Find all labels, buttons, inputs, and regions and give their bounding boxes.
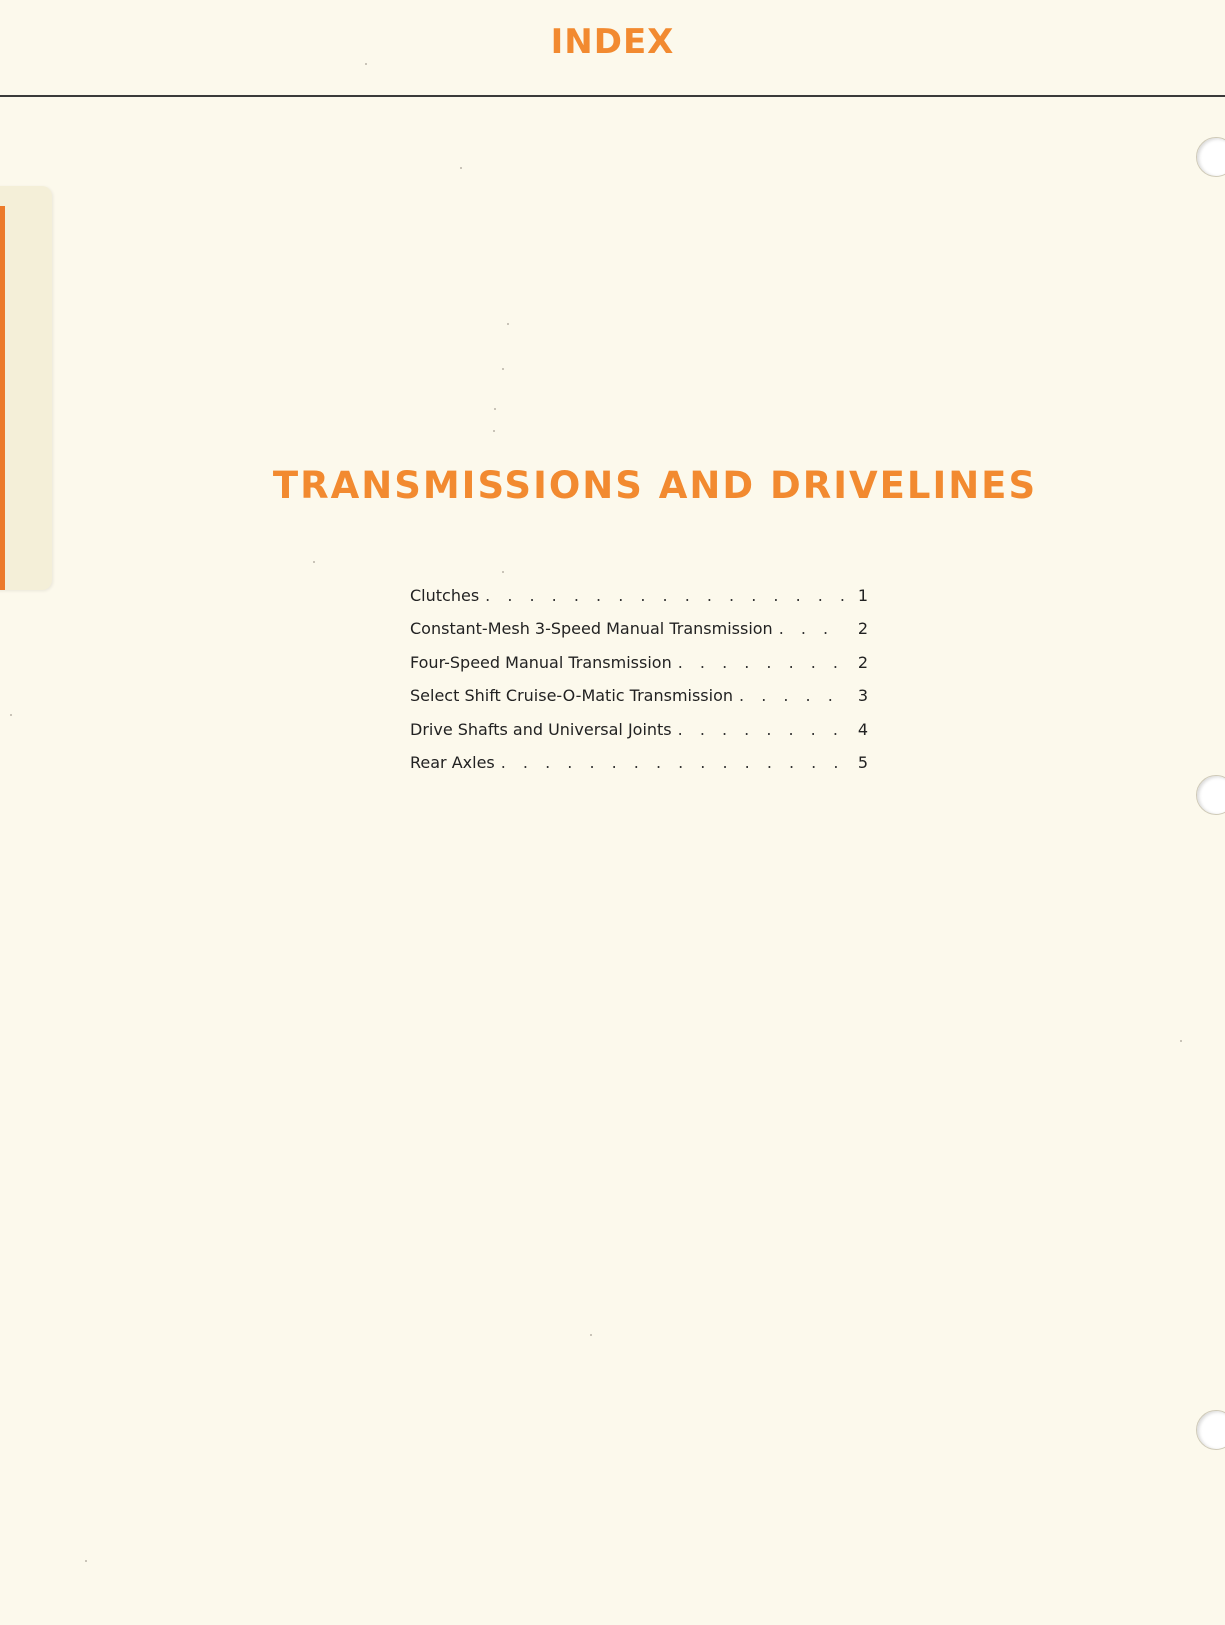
paper-speck [365, 63, 367, 65]
section-title: TRANSMISSIONS AND DRIVELINES [272, 464, 1038, 507]
paper-speck [502, 571, 504, 573]
punch-hole-top [1196, 137, 1225, 177]
table-of-contents [410, 586, 868, 786]
toc-entry-page-number: 3 [857, 686, 868, 706]
paper-speck [460, 167, 462, 169]
toc-dot-leader [678, 720, 844, 739]
paper-speck [313, 561, 315, 563]
toc-entry-page-number: 4 [857, 719, 868, 739]
paper-speck [494, 408, 496, 410]
toc-entry-four-speed-transmission[interactable] [410, 653, 868, 686]
toc-dot-leader [739, 686, 844, 705]
toc-entry-rear-axles[interactable] [410, 753, 868, 786]
toc-entry-clutches[interactable] [410, 586, 868, 619]
punch-hole-middle [1196, 775, 1225, 815]
index-tab [0, 186, 52, 590]
toc-entry-label: Clutches [410, 586, 480, 605]
toc-entry-drive-shafts[interactable] [410, 720, 868, 753]
toc-entry-page-number: 2 [857, 619, 868, 639]
toc-entry-constant-mesh-transmission[interactable] [410, 619, 868, 652]
toc-entry-label: Rear Axles [410, 752, 495, 772]
paper-speck [1180, 1040, 1182, 1042]
toc-dot-leader [678, 653, 844, 672]
toc-entry-label: Drive Shafts and Universal Joints [410, 719, 672, 739]
index-tab-color-strip [0, 206, 5, 590]
toc-entry-label: Four-Speed Manual Transmission [410, 652, 672, 672]
toc-entry-page-number: 1 [857, 586, 868, 605]
toc-entry-label: Select Shift Cruise-O-Matic Transmission [410, 686, 734, 706]
paper-speck [590, 1334, 592, 1336]
paper-speck [10, 714, 12, 716]
header-divider [0, 95, 1225, 97]
toc-dot-leader [501, 753, 844, 772]
toc-entry-cruise-o-matic-transmission[interactable] [410, 686, 868, 719]
toc-entry-page-number: 5 [857, 752, 868, 772]
paper-speck [85, 1560, 87, 1562]
page-header-title: INDEX [550, 22, 675, 62]
paper-speck [507, 323, 509, 325]
toc-entry-page-number: 2 [857, 652, 868, 672]
toc-entry-label: Constant-Mesh 3-Speed Manual Transmission [410, 619, 773, 639]
paper-speck [502, 368, 504, 370]
toc-dot-leader [485, 586, 844, 605]
paper-speck [493, 430, 495, 432]
punch-hole-bottom [1196, 1410, 1225, 1450]
toc-dot-leader [779, 619, 844, 638]
